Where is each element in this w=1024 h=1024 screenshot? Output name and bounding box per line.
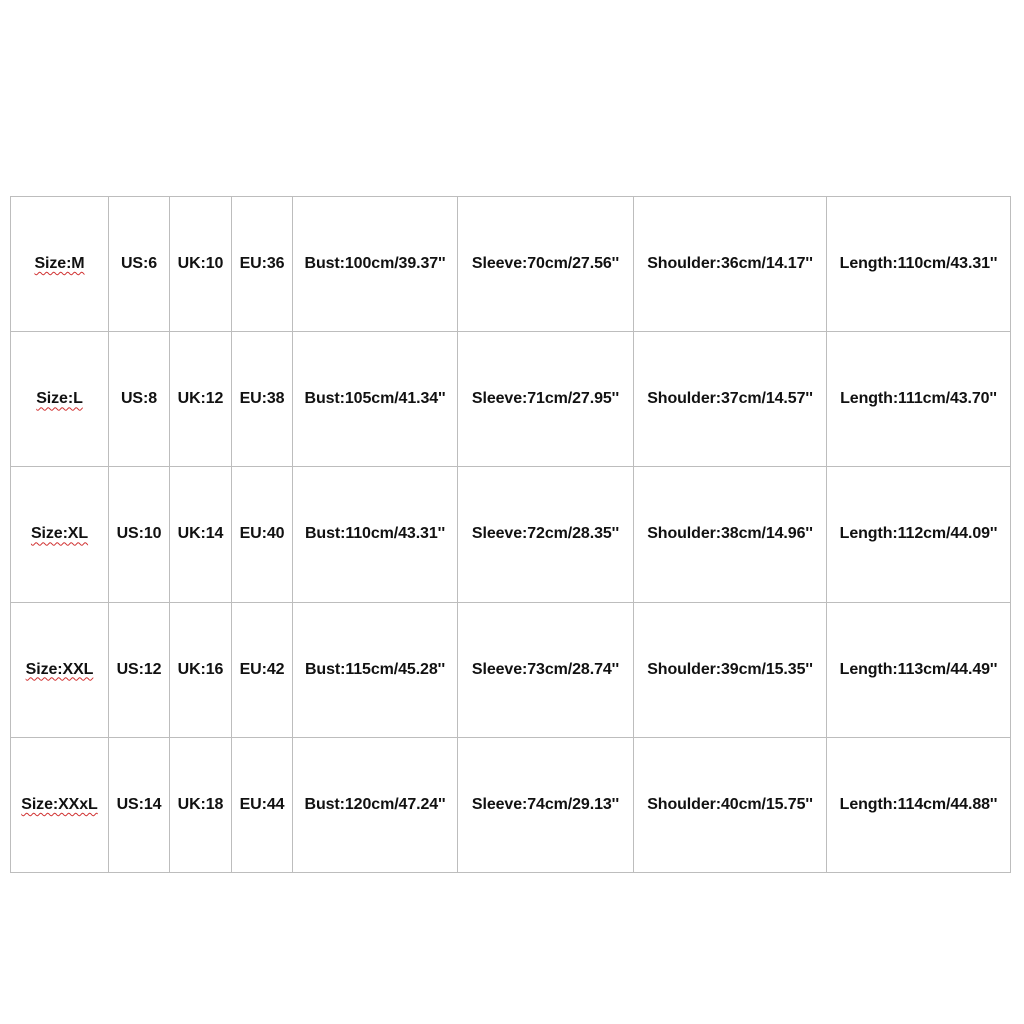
us-size-cell: US:14	[109, 737, 170, 872]
shoulder-cell: Shoulder:40cm/15.75''	[634, 737, 827, 872]
bust-cell: Bust:110cm/43.31''	[293, 467, 458, 602]
length-cell: Length:114cm/44.88''	[827, 737, 1011, 872]
size-label: Size:XXL	[25, 660, 94, 678]
size-cell	[11, 737, 109, 872]
table-row	[11, 332, 1011, 467]
sleeve-cell: Sleeve:73cm/28.74''	[458, 602, 634, 737]
size-cell	[11, 332, 109, 467]
table-row	[11, 737, 1011, 872]
uk-size-cell: UK:10	[170, 197, 232, 332]
table-row	[11, 602, 1011, 737]
uk-size-cell: UK:18	[170, 737, 232, 872]
table-row	[11, 197, 1011, 332]
size-label: Size:XXxL	[21, 795, 98, 813]
shoulder-cell: Shoulder:37cm/14.57''	[634, 332, 827, 467]
length-cell: Length:112cm/44.09''	[827, 467, 1011, 602]
uk-size-cell: UK:16	[170, 602, 232, 737]
shoulder-cell: Shoulder:38cm/14.96''	[634, 467, 827, 602]
size-label: Size:XL	[30, 525, 89, 543]
shoulder-cell: Shoulder:36cm/14.17''	[634, 197, 827, 332]
size-chart-table	[10, 196, 1011, 873]
eu-size-cell: EU:42	[232, 602, 293, 737]
length-cell: Length:113cm/44.49''	[827, 602, 1011, 737]
eu-size-cell: EU:38	[232, 332, 293, 467]
us-size-cell: US:6	[109, 197, 170, 332]
sleeve-cell: Sleeve:71cm/27.95''	[458, 332, 634, 467]
us-size-cell: US:10	[109, 467, 170, 602]
bust-cell: Bust:100cm/39.37''	[293, 197, 458, 332]
uk-size-cell: UK:12	[170, 332, 232, 467]
us-size-cell: US:12	[109, 602, 170, 737]
us-size-cell: US:8	[109, 332, 170, 467]
shoulder-cell: Shoulder:39cm/15.35''	[634, 602, 827, 737]
sleeve-cell: Sleeve:70cm/27.56''	[458, 197, 634, 332]
sleeve-cell: Sleeve:74cm/29.13''	[458, 737, 634, 872]
size-cell	[11, 602, 109, 737]
size-cell	[11, 467, 109, 602]
eu-size-cell: EU:40	[232, 467, 293, 602]
bust-cell: Bust:115cm/45.28''	[293, 602, 458, 737]
sleeve-cell: Sleeve:72cm/28.35''	[458, 467, 634, 602]
size-label: Size:M	[34, 255, 85, 273]
eu-size-cell: EU:36	[232, 197, 293, 332]
table-row	[11, 467, 1011, 602]
size-label: Size:L	[36, 390, 83, 408]
uk-size-cell: UK:14	[170, 467, 232, 602]
eu-size-cell: EU:44	[232, 737, 293, 872]
length-cell: Length:111cm/43.70''	[827, 332, 1011, 467]
bust-cell: Bust:120cm/47.24''	[293, 737, 458, 872]
size-cell	[11, 197, 109, 332]
bust-cell: Bust:105cm/41.34''	[293, 332, 458, 467]
length-cell: Length:110cm/43.31''	[827, 197, 1011, 332]
